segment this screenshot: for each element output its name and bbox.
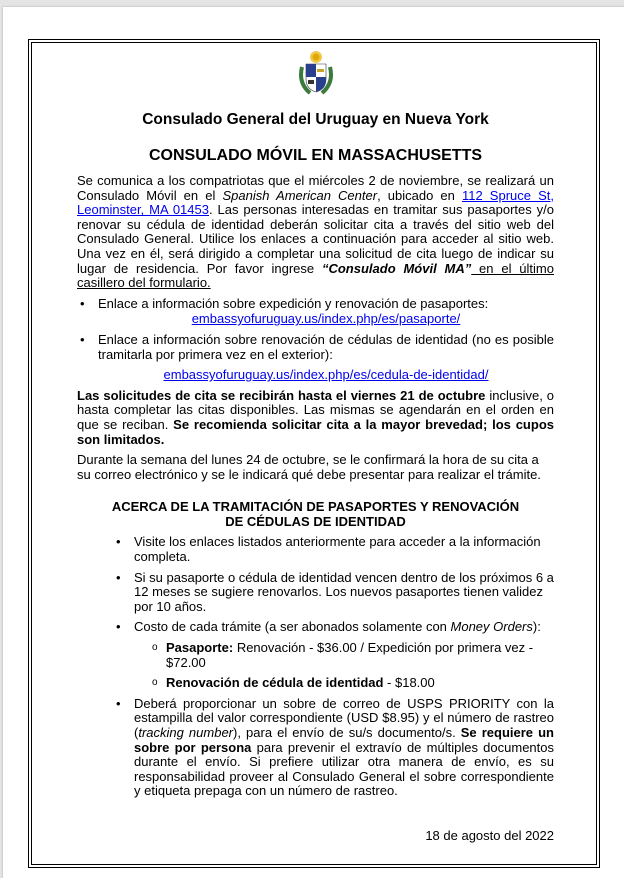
link-item [77,297,554,327]
intro-text: Se comunica a los compatriotas que el miércoles 2 de noviembre, se realizará un Consulado Móvil en el [77,173,554,203]
deadline-bold: Se recomienda solicitar cita a la mayor brevedad; los cupos son limitados. [77,416,554,447]
circle-bullet-icon: o [152,677,158,689]
cost-text: ): [532,619,541,635]
passport-link[interactable]: embassyofuruguay.us/index.php/es/pasaporte/ [191,311,461,327]
fee-value: Renovación - $36.00 / Expedición por primera vez - $72.00 [166,640,534,670]
envelope-bold: Se requiere un sobre por persona [134,725,554,755]
cedula-link[interactable]: embassyofuruguay.us/index.php/es/cedula-de-identidad/ [163,367,489,383]
section-heading: ACERCA DE LA TRAMITACIÓN DE PASAPORTES Y RENOVACIÓN DE CÉDULAS DE IDENTIDAD [111,499,520,529]
tracking-number: tracking number [138,725,234,740]
venue-name: Spanish American Center [222,187,378,203]
bullet-icon: • [80,331,85,347]
deadline-paragraph [77,389,554,447]
money-orders: Money Orders [450,619,533,635]
confirm-paragraph: Durante la semana del lunes 24 de octubre, se le confirmará la hora de su cita a su correo electrónico y se le indicará qué debe presentar para realizar el trámite. [77,452,541,482]
address-link[interactable]: 112 Spruce St, Leominster, MA 01453 [77,187,554,218]
coat-of-arms-icon [296,49,336,97]
page-border [28,39,600,868]
info-text [134,620,554,635]
org-title: Consulado General del Uruguay en Nueva York [142,111,489,128]
bullet-icon: • [116,569,121,585]
document-content [77,49,554,844]
page-title: CONSULADO MÓVIL EN MASSACHUSETTS [148,147,483,164]
document-date: 18 de agosto del 2022 [425,827,554,843]
bullet-icon: • [116,534,121,550]
form-quote: “Consulado Móvil MA” [321,260,472,276]
envelope-text: Deberá proporcionar un sobre de correo de USPS PRIORITY con la estampilla del valor correspondiente (USD $8.95) y el número de rastreo ( [134,695,554,740]
info-text: Si su pasaporte o cédula de identidad vencen dentro de los próximos 6 a 12 meses se sugiere renovarlos. Los nuevos pasaportes tienen validez por 10 años. [134,569,554,614]
fee-cedula [149,676,554,691]
info-text [134,697,554,799]
cost-text: Costo de cada trámite (a ser abonados solamente con [134,619,451,635]
intro-paragraph [77,174,554,291]
envelope-text: ), para el envío de su/s documento/s. [233,725,461,740]
info-item [113,620,554,635]
envelope-text: para prevenir el extravío de múltiples documentos durante el envío. Si prefiere utilizar otra manera de envío, es su responsabilidad proveer al Consulado General el sobre correspondiente y etiqueta prepaga con un número de rastreo. [134,739,554,799]
info-item [113,697,554,799]
intro-text: , ubicado en [377,187,462,203]
bullet-icon: • [80,295,85,311]
info-text: Visite los enlaces listados anteriormente para acceder a la información completa. [134,534,541,565]
link-description: Enlace a información sobre expedición y renovación de pasaportes: [98,295,489,311]
deadline-text: inclusive, o hasta completar las citas disponibles. Las mismas se agendarán en el orden en que se reciban. [77,387,554,432]
fee-passport [149,641,554,670]
fee-label: Pasaporte: [166,640,234,656]
fee-value: - $18.00 [383,675,435,691]
link-description: Enlace a información sobre renovación de cédulas de identidad (no es posible tramitarla por primera vez en el exterior): [98,331,554,362]
info-item [113,535,554,564]
bullet-icon: • [116,619,121,635]
circle-bullet-icon: o [152,642,158,654]
intro-text: en el último casillero del formulario. [77,260,554,291]
bullet-icon: • [116,695,121,711]
document-page [3,7,624,878]
link-item [77,333,554,383]
fee-label: Renovación de cédula de identidad [166,675,384,691]
intro-text: . Las personas interesadas en tramitar sus pasaportes y/o renovar su cédula de identidad deberán solicitar cita a través del sitio web del Consulado General. Utilice los enlaces a continuación para acceder al sitio web. Una vez en él, será dirigido a completar una solicitud de cita luego de indicar su lugar de residencia. Por favor ingrese [77,202,555,276]
deadline-bold: Las solicitudes de cita se recibirán hasta el viernes 21 de octubre [77,387,486,403]
info-item [113,571,554,615]
